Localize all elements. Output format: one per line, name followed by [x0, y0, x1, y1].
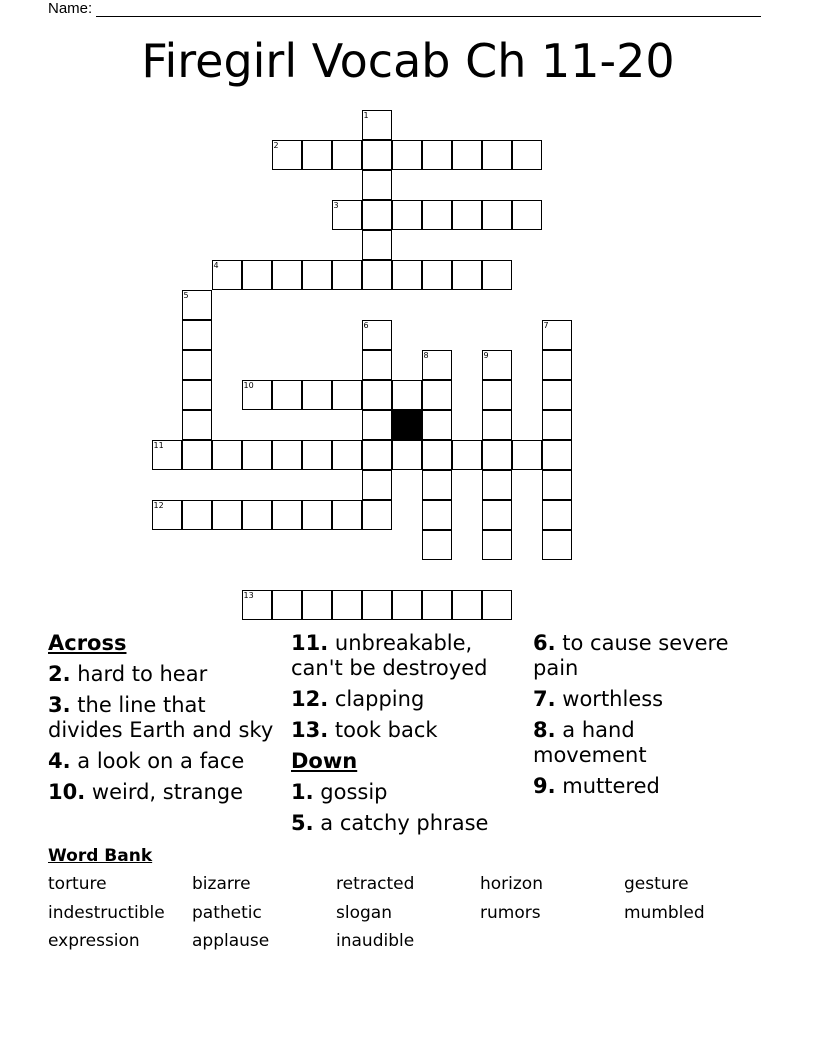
- grid-cell[interactable]: [362, 110, 392, 140]
- grid-cell[interactable]: [422, 350, 452, 380]
- grid-cell[interactable]: [542, 500, 572, 530]
- grid-cell[interactable]: [272, 440, 302, 470]
- word-bank-word: applause: [192, 931, 270, 951]
- clue-number: 1: [363, 110, 369, 120]
- word-bank-word: bizarre: [192, 874, 251, 894]
- grid-cell[interactable]: [482, 530, 512, 560]
- grid-cell[interactable]: [542, 410, 572, 440]
- grid-cell[interactable]: [152, 500, 182, 530]
- grid-cell[interactable]: [452, 140, 482, 170]
- across-clue: 2. hard to hear: [48, 662, 208, 686]
- grid-cell[interactable]: [422, 140, 452, 170]
- clue-column-1: [48, 631, 288, 811]
- clue-number: 2: [273, 140, 279, 150]
- grid-cell[interactable]: [482, 260, 512, 290]
- grid-cell[interactable]: [302, 260, 332, 290]
- grid-cell[interactable]: [512, 440, 542, 470]
- grid-cell[interactable]: [272, 260, 302, 290]
- grid-cell[interactable]: [362, 260, 392, 290]
- grid-cell[interactable]: [332, 380, 362, 410]
- grid-cell[interactable]: [362, 230, 392, 260]
- grid-cell[interactable]: [242, 380, 272, 410]
- grid-cell[interactable]: [362, 470, 392, 500]
- across-heading: Across: [48, 631, 127, 655]
- clue-number: 9: [483, 350, 489, 360]
- grid-cell[interactable]: [422, 200, 452, 230]
- grid-cell[interactable]: [512, 140, 542, 170]
- grid-cell[interactable]: [182, 290, 212, 320]
- word-bank-word: indestructible: [48, 902, 165, 923]
- grid-cell[interactable]: [182, 350, 212, 380]
- grid-cell[interactable]: [482, 200, 512, 230]
- grid-cell[interactable]: [392, 140, 422, 170]
- grid-cell[interactable]: [242, 260, 272, 290]
- grid-cell[interactable]: [272, 590, 302, 620]
- grid-cell[interactable]: [302, 440, 332, 470]
- grid-cell[interactable]: [392, 590, 422, 620]
- grid-cell[interactable]: [272, 500, 302, 530]
- clue-number: 4: [213, 260, 219, 270]
- grid-cell[interactable]: [422, 470, 452, 500]
- grid-cell[interactable]: [392, 200, 422, 230]
- across-clue: 4. a look on a face: [48, 749, 245, 773]
- grid-cell[interactable]: [272, 380, 302, 410]
- down-clue: 7. worthless: [533, 687, 664, 711]
- word-bank-word: horizon: [480, 874, 543, 894]
- grid-cell[interactable]: [392, 380, 422, 410]
- grid-cell[interactable]: [332, 200, 362, 230]
- grid-cell[interactable]: [512, 200, 542, 230]
- word-bank-heading: Word Bank: [48, 846, 153, 866]
- grid-cell[interactable]: [482, 380, 512, 410]
- clue-column-3: [533, 631, 768, 805]
- down-clue: 9. muttered: [533, 774, 660, 798]
- grid-cell[interactable]: [212, 440, 242, 470]
- clue-number: 8: [423, 350, 429, 360]
- grid-cell[interactable]: [152, 440, 182, 470]
- clue-number: 5: [183, 290, 189, 300]
- grid-cell[interactable]: [542, 350, 572, 380]
- grid-cell[interactable]: [182, 500, 212, 530]
- clue-number: 13: [243, 590, 254, 600]
- grid-cell[interactable]: [542, 320, 572, 350]
- grid-cell[interactable]: [422, 380, 452, 410]
- grid-cell[interactable]: [482, 440, 512, 470]
- grid-cell[interactable]: [212, 500, 242, 530]
- grid-cell[interactable]: [482, 350, 512, 380]
- name-field: [48, 0, 761, 17]
- grid-cell[interactable]: [332, 260, 362, 290]
- down-clue: 6. to cause severe pain: [533, 631, 729, 680]
- grid-cell[interactable]: [362, 500, 392, 530]
- grid-cell[interactable]: [182, 380, 212, 410]
- clue-number: 12: [153, 500, 164, 510]
- grid-cell[interactable]: [452, 590, 482, 620]
- grid-cell[interactable]: [302, 590, 332, 620]
- across-clue: 3. the line that divides Earth and sky: [48, 693, 274, 742]
- grid-cell[interactable]: [392, 440, 422, 470]
- grid-cell[interactable]: [182, 410, 212, 440]
- grid-cell[interactable]: [182, 440, 212, 470]
- grid-cell[interactable]: [542, 470, 572, 500]
- grid-cell[interactable]: [482, 470, 512, 500]
- grid-cell[interactable]: [332, 440, 362, 470]
- grid-cell[interactable]: [272, 140, 302, 170]
- name-label: Name:: [48, 0, 93, 17]
- grid-cell[interactable]: [452, 200, 482, 230]
- grid-cell[interactable]: [542, 380, 572, 410]
- grid-cell[interactable]: [242, 500, 272, 530]
- grid-cell[interactable]: [362, 380, 392, 410]
- word-bank-word: retracted: [336, 874, 415, 894]
- grid-cell[interactable]: [422, 530, 452, 560]
- word-bank-word: mumbled: [624, 902, 705, 923]
- grid-cell[interactable]: [242, 440, 272, 470]
- grid-cell[interactable]: [242, 590, 272, 620]
- grid-cell[interactable]: [212, 260, 242, 290]
- grid-cell[interactable]: [362, 350, 392, 380]
- down-clue: 5. a catchy phrase: [291, 811, 489, 835]
- clue-number: 10: [243, 380, 254, 390]
- grid-cell[interactable]: [362, 320, 392, 350]
- grid-cell[interactable]: [482, 140, 512, 170]
- word-bank-word: torture: [48, 874, 107, 894]
- grid-cell[interactable]: [422, 500, 452, 530]
- grid-cell[interactable]: [422, 410, 452, 440]
- clue-number: 6: [363, 320, 369, 330]
- grid-cell[interactable]: [362, 200, 392, 230]
- word-bank-word: gesture: [624, 874, 689, 894]
- grid-cell[interactable]: [362, 590, 392, 620]
- grid-cell[interactable]: [482, 590, 512, 620]
- word-bank-word: expression: [48, 931, 140, 951]
- grid-cell[interactable]: [422, 260, 452, 290]
- grid-cell[interactable]: [422, 440, 452, 470]
- grid-cell[interactable]: [362, 170, 392, 200]
- across-clue: 12. clapping: [291, 687, 425, 711]
- word-bank-word: rumors: [480, 902, 541, 923]
- grid-cell[interactable]: [452, 260, 482, 290]
- clue-column-2: [291, 631, 526, 842]
- down-clue: 8. a hand movement: [533, 718, 647, 767]
- word-bank-word: inaudible: [336, 931, 415, 951]
- grid-cell[interactable]: [362, 410, 392, 440]
- clue-number: 11: [153, 440, 164, 450]
- down-heading: Down: [291, 749, 358, 773]
- grid-cell[interactable]: [362, 140, 392, 170]
- grid-cell[interactable]: [542, 530, 572, 560]
- grid-cell[interactable]: [392, 260, 422, 290]
- across-clue: 13. took back: [291, 718, 438, 742]
- grid-cell[interactable]: [362, 440, 392, 470]
- grid-cell[interactable]: [422, 590, 452, 620]
- grid-cell[interactable]: [332, 500, 362, 530]
- grid-cell[interactable]: [452, 440, 482, 470]
- page-title: Firegirl Vocab Ch 11-20: [141, 34, 675, 88]
- grid-cell[interactable]: [302, 380, 332, 410]
- across-clue: 10. weird, strange: [48, 780, 244, 804]
- clue-number: 7: [543, 320, 549, 330]
- grid-cell[interactable]: [332, 140, 362, 170]
- down-clue: 1. gossip: [291, 780, 388, 804]
- word-bank: [48, 874, 768, 960]
- grid-cell[interactable]: [302, 500, 332, 530]
- black-square: [392, 410, 422, 440]
- grid-cell[interactable]: [302, 140, 332, 170]
- name-blank: [96, 2, 761, 17]
- word-bank-word: pathetic: [192, 902, 262, 923]
- word-bank-word: slogan: [336, 902, 392, 923]
- grid-cell[interactable]: [482, 410, 512, 440]
- grid-cell[interactable]: [482, 500, 512, 530]
- grid-cell[interactable]: [542, 440, 572, 470]
- grid-cell[interactable]: [332, 590, 362, 620]
- across-clue: 11. unbreakable, can't be destroyed: [291, 631, 488, 680]
- clue-number: 3: [333, 200, 339, 210]
- grid-cell[interactable]: [182, 320, 212, 350]
